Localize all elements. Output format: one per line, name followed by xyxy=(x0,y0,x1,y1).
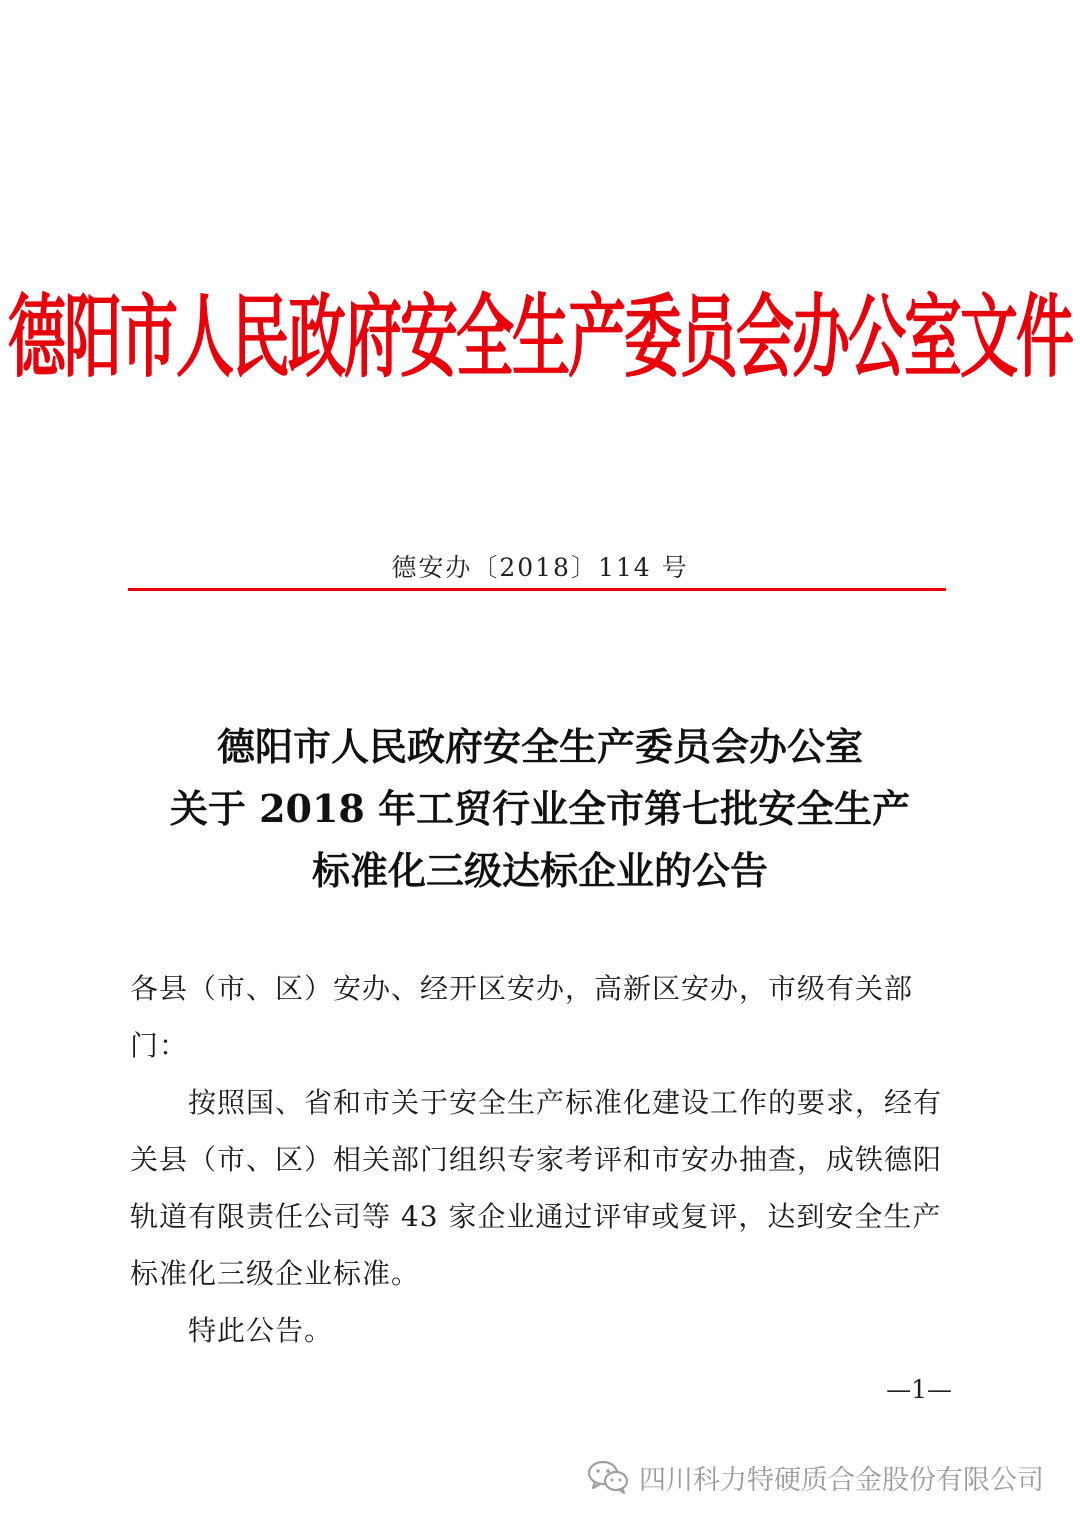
document-number: 德安办〔2018〕114 号 xyxy=(391,553,689,582)
closing-line: 特此公告。 xyxy=(188,1314,334,1347)
watermark-text: 四川科力特硬质合金股份有限公司 xyxy=(639,1464,1044,1496)
announcement-title-line-3: 标准化三级达标企业的公告 xyxy=(311,848,768,893)
document-header-title: 德阳市人民政府安全生产委员会办公室文件 xyxy=(7,284,1072,390)
document-body xyxy=(130,960,955,1359)
body-paragraph: 按照国、省和市关于安全生产标准化建设工作的要求，经有关县（市、区）相关部门组织专家考评和市安办抽查，成铁德阳轨道有限责任公司等 43 家企业通过评审或复评，达到安全生产标准化三级企业标准。 xyxy=(130,1086,943,1290)
header-divider xyxy=(128,588,946,591)
salutation: 各县（市、区）安办、经开区安办，高新区安办，市级有关部门： xyxy=(130,972,914,1062)
page-number: —1— xyxy=(886,1375,952,1404)
announcement-title xyxy=(0,716,1080,902)
announcement-title-line-2: 关于 2018 年工贸行业全市第七批安全生产 xyxy=(169,786,911,831)
wechat-icon xyxy=(587,1459,629,1495)
watermark xyxy=(587,1452,1044,1502)
announcement-title-line-1: 德阳市人民政府安全生产委员会办公室 xyxy=(216,724,863,769)
